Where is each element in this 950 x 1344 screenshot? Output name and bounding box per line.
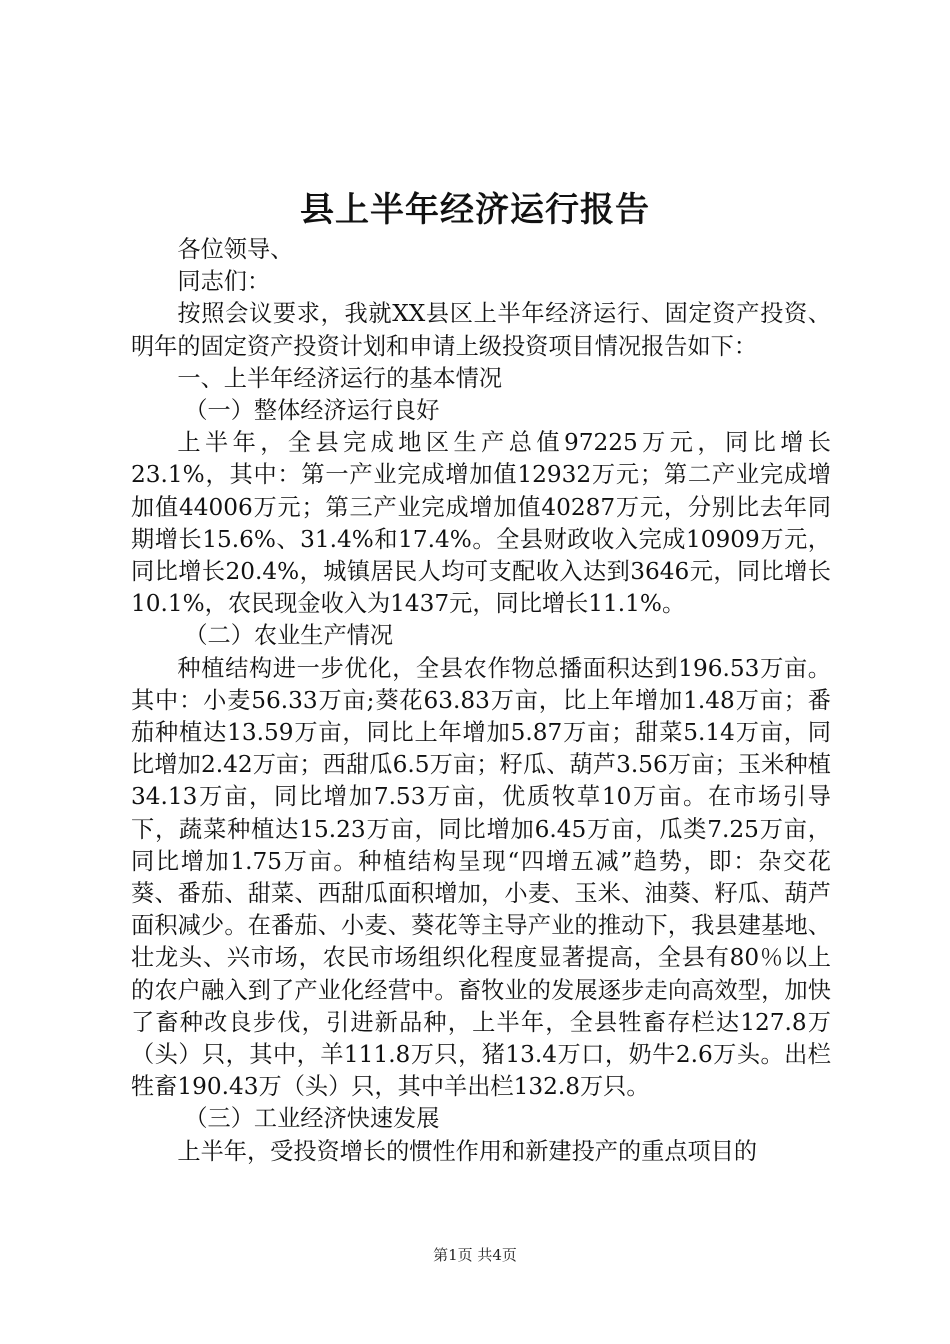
section-heading: 一、上半年经济运行的基本情况 bbox=[177, 364, 503, 392]
document-body bbox=[131, 234, 831, 1168]
subsection-heading: （三）工业经济快速发展 bbox=[184, 1105, 440, 1133]
subsection-heading: （二）农业生产情况 bbox=[184, 622, 394, 650]
page-footer: 第1页 共4页 bbox=[433, 1246, 517, 1264]
intro-paragraph: 按照会议要求，我就XX县区上半年经济运行、固定资产投资、明年的固定资产投资计划和申请上级投资项目情况报告如下： bbox=[131, 300, 831, 360]
body-paragraph: 上半年，受投资增长的惯性作用和新建投产的重点项目的 bbox=[177, 1137, 758, 1165]
salutation-line-2: 同志们： bbox=[177, 268, 271, 296]
subsection-heading: （一）整体经济运行良好 bbox=[184, 397, 440, 425]
body-paragraph: 种植结构进一步优化，全县农作物总播面积达到196.53万亩。其中：小麦56.33万亩;葵花63.83万亩，比上年增加1.48万亩；番茄种植达13.59万亩，同比上年增加5.87万亩；甜菜5.14万亩，同比增加2.42万亩；西甜瓜6.5万亩；籽瓜、葫芦3.56万亩；玉米种植34.13万亩，同比增加7.53万亩，优质牧草10万亩。在市场引导下，蔬菜种植达15.23万亩，同比增加6.45万亩，瓜类7.25万亩，同比增加1.75万亩。种植结构呈现“四增五减”趋势，即：杂交花葵、番茄、甜菜、西甜瓜面积增加，小麦、玉米、油葵、籽瓜、葫芦面积减少。在番茄、小麦、葵花等主导产业的推动下，我县建基地、壮龙头、兴市场，农民市场组织化程度显著提高，全县有80％以上的农户融入到了产业化经营中。畜牧业的发展逐步走向高效型，加快了畜种改良步伐，引进新品种，上半年，全县牲畜存栏达127.8万（头）只，其中，羊111.8万只，猪13.4万口，奶牛2.6万头。出栏牲畜190.43万（头）只，其中羊出栏132.8万只。 bbox=[131, 654, 831, 1101]
document-title: 县上半年经济运行报告 bbox=[300, 190, 650, 230]
body-paragraph: 上半年，全县完成地区生产总值97225万元，同比增长23.1%，其中：第一产业完成增加值12932万元；第二产业完成增加值44006万元；第三产业完成增加值40287万元，分别比去年同期增长15.6%、31.4%和17.4%。全县财政收入完成10909万元，同比增长20.4%，城镇居民人均可支配收入达到3646元，同比增长10.1%，农民现金收入为1437元，同比增长11.1%。 bbox=[131, 429, 831, 618]
salutation-line-1: 各位领导、 bbox=[177, 236, 294, 263]
